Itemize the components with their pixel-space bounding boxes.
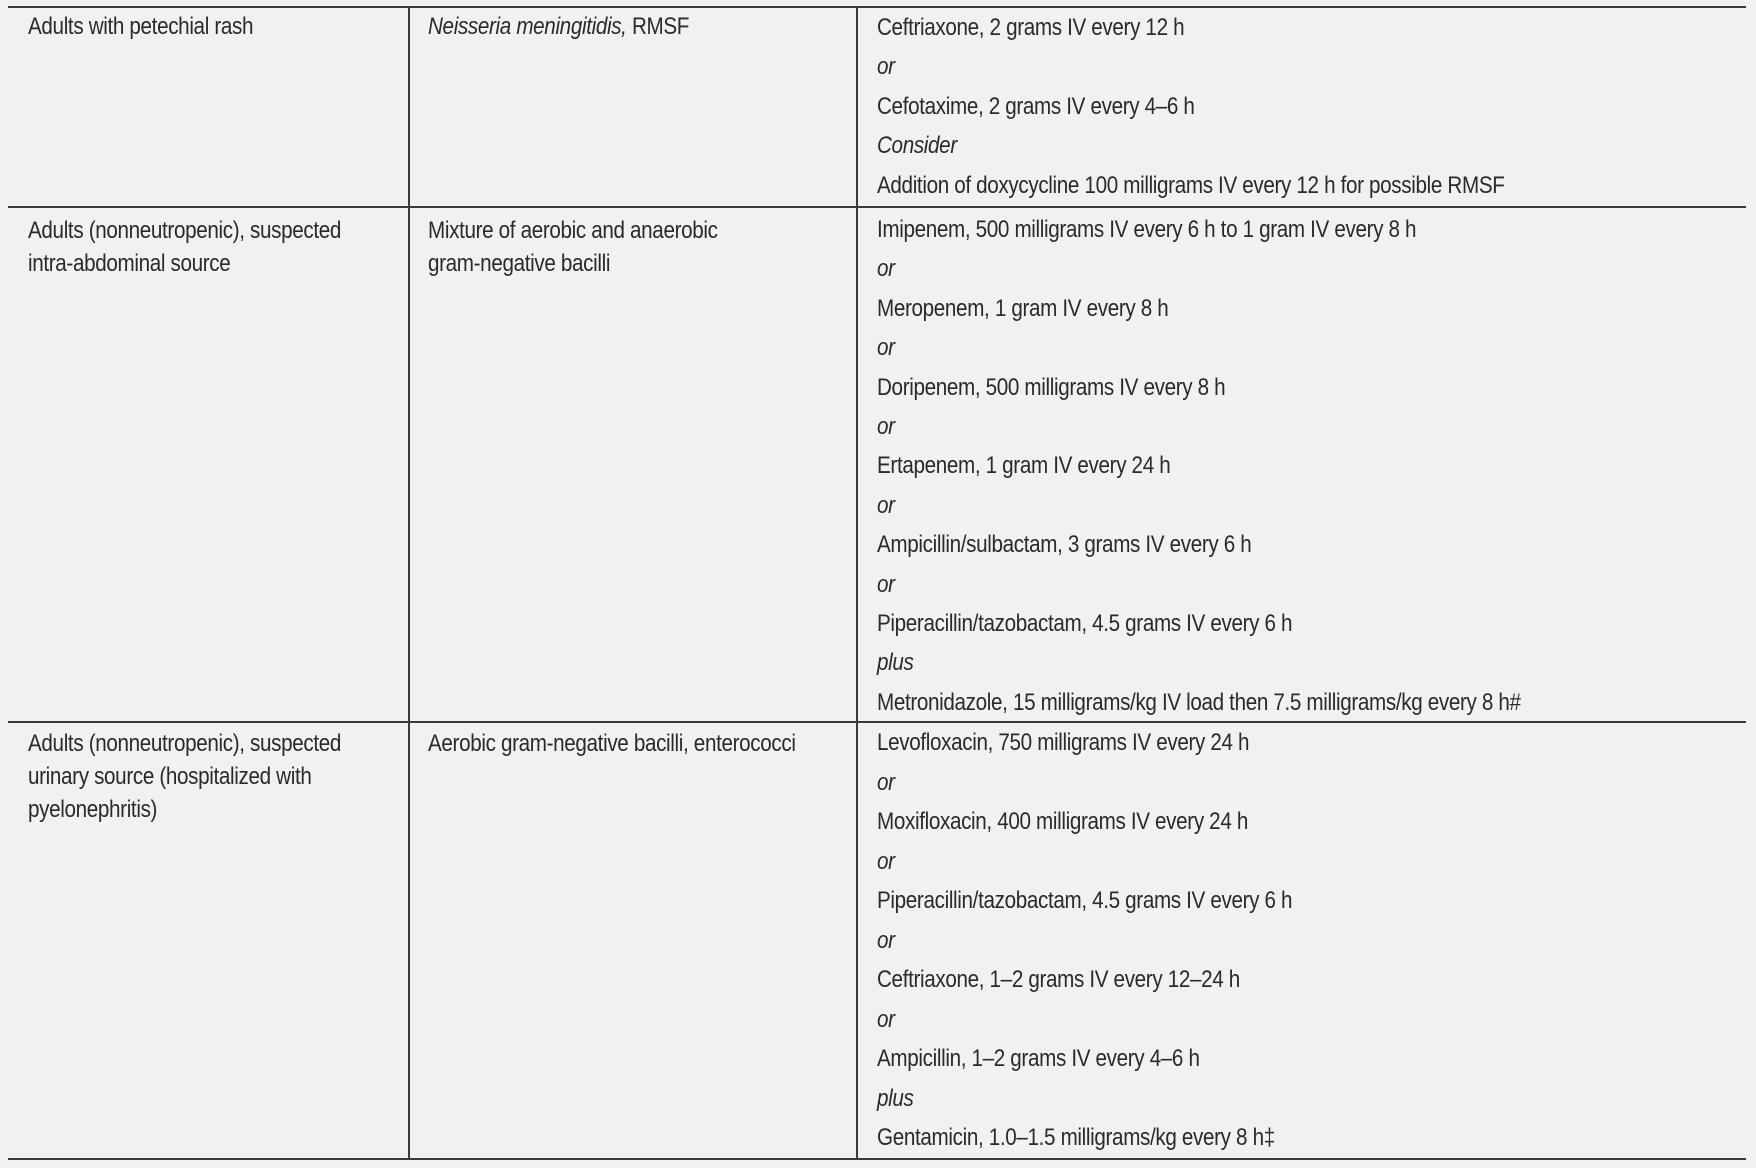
column-divider bbox=[856, 206, 858, 721]
population-line: intra-abdominal source bbox=[28, 250, 231, 277]
organisms-cell bbox=[428, 723, 796, 760]
regimen-line: Addition of doxycycline 100 milligrams IV every 12 h for possible RMSF bbox=[877, 171, 1505, 199]
population-line: pyelonephritis) bbox=[28, 796, 158, 823]
table-row bbox=[8, 8, 1746, 208]
regimen-connector: or bbox=[877, 926, 895, 954]
organism-plain: RMSF bbox=[626, 13, 690, 40]
column-divider bbox=[408, 721, 410, 1158]
column-divider bbox=[408, 206, 410, 721]
regimen-connector: or bbox=[877, 412, 895, 440]
population-line: Adults (nonneutropenic), suspected bbox=[28, 217, 342, 244]
antibiotic-regimen-table bbox=[8, 6, 1746, 1160]
regimen-line: Metronidazole, 15 milligrams/kg IV load then 7.5 milligrams/kg every 8 h# bbox=[877, 688, 1521, 716]
regimen-line: Cefotaxime, 2 grams IV every 4–6 h bbox=[877, 92, 1195, 120]
regimen-line: Ertapenem, 1 gram IV every 24 h bbox=[877, 452, 1171, 480]
regimen-cell bbox=[877, 208, 1521, 722]
regimen-connector: or bbox=[877, 1005, 895, 1033]
population-cell bbox=[28, 8, 253, 43]
organism-italic: Neisseria meningitidis, bbox=[428, 13, 627, 40]
regimen-line: Doripenem, 500 milligrams IV every 8 h bbox=[877, 373, 1226, 401]
organisms-line: gram-negative bacilli bbox=[428, 250, 611, 277]
regimen-connector: or bbox=[877, 768, 895, 796]
organisms-line: Aerobic gram-negative bacilli, enterococci bbox=[428, 730, 796, 757]
population-line: Adults (nonneutropenic), suspected bbox=[28, 730, 342, 757]
regimen-line: Ampicillin, 1–2 grams IV every 4–6 h bbox=[877, 1045, 1200, 1072]
regimen-line: Ceftriaxone, 1–2 grams IV every 12–24 h bbox=[877, 966, 1240, 993]
table-row bbox=[8, 723, 1746, 1160]
regimen-line: Ampicillin/sulbactam, 3 grams IV every 6 h bbox=[877, 531, 1252, 559]
column-divider bbox=[408, 6, 410, 206]
column-divider bbox=[856, 721, 858, 1158]
organisms-line bbox=[428, 10, 689, 43]
regimen-connector: or bbox=[877, 255, 895, 283]
population-cell bbox=[28, 723, 341, 826]
regimen-line: Moxifloxacin, 400 milligrams IV every 24 h bbox=[877, 808, 1248, 835]
regimen-connector: or bbox=[877, 491, 895, 519]
regimen-cell bbox=[877, 723, 1292, 1158]
regimen-line: Piperacillin/tazobactam, 4.5 grams IV every 6 h bbox=[877, 609, 1293, 637]
regimen-line: Gentamicin, 1.0–1.5 milligrams/kg every 8 h‡ bbox=[877, 1124, 1275, 1151]
regimen-connector: or bbox=[877, 570, 895, 598]
regimen-line: Ceftriaxone, 2 grams IV every 12 h bbox=[877, 14, 1185, 41]
regimen-connector: or bbox=[877, 53, 895, 81]
regimen-connector: plus bbox=[877, 1084, 914, 1112]
regimen-cell bbox=[877, 8, 1505, 205]
population-line: urinary source (hospitalized with bbox=[28, 763, 312, 790]
regimen-line: Meropenem, 1 gram IV every 8 h bbox=[877, 294, 1169, 322]
regimen-connector: Consider bbox=[877, 132, 957, 160]
regimen-connector: or bbox=[877, 847, 895, 875]
regimen-line: Piperacillin/tazobactam, 4.5 grams IV every 6 h bbox=[877, 887, 1293, 914]
organisms-cell bbox=[428, 208, 718, 280]
regimen-line: Levofloxacin, 750 milligrams IV every 24 h bbox=[877, 729, 1250, 756]
regimen-connector: plus bbox=[877, 649, 914, 677]
organisms-line: Mixture of aerobic and anaerobic bbox=[428, 217, 718, 244]
population-cell bbox=[28, 208, 341, 280]
regimen-line: Imipenem, 500 milligrams IV every 6 h to 1 gram IV every 8 h bbox=[877, 216, 1417, 243]
organisms-cell bbox=[428, 8, 689, 43]
regimen-connector: or bbox=[877, 334, 895, 362]
population-line: Adults with petechial rash bbox=[28, 13, 254, 40]
column-divider bbox=[856, 6, 858, 206]
table-row bbox=[8, 208, 1746, 723]
